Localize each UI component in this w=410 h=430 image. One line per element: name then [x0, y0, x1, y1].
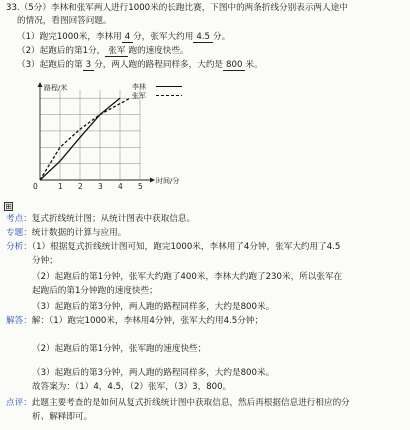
question-item-1: （1）跑完1000米，李林用 4 分，张军大约用 4.5 分。: [17, 32, 231, 42]
y-axis-arrow: [38, 82, 43, 87]
fenxi-line: （3）起跑后的第3分钟，两人跑的路程同样多，大约是800米。: [32, 302, 275, 312]
y-axis-label: 路程/米: [44, 84, 68, 92]
zhuanti-row: 专题：统计数据的计算与应用。: [6, 228, 127, 238]
fenxi-line: 起跑后的第1分钟跑的速度快些；: [32, 286, 158, 296]
x-tick-label: 3: [98, 182, 103, 191]
chart-legend: [132, 82, 182, 100]
answer-blank: 4.5: [193, 32, 213, 43]
answer-blank: 张军: [105, 46, 128, 57]
fenxi-row: 分析：（1）根据复式折线统计图可知，跑完1000米，李林用了4分钟，张军大约用了4.5: [6, 242, 341, 252]
expand-icon[interactable]: ⊞: [5, 202, 12, 211]
zhuanti-label: 专题：: [6, 228, 32, 238]
jieda-label: 解答：: [6, 316, 32, 326]
kaodian-label: 考点：: [6, 214, 32, 224]
x-tick-label: 5: [138, 182, 143, 191]
kaodian-row: 考点：复式折线统计图；从统计图表中获取信息。: [6, 214, 196, 224]
x-tick-label: 1: [58, 182, 63, 191]
fenxi-line: 分钟；: [32, 256, 58, 266]
question-item-3: （3）起跑后的第 3 分，两人跑的路程同样多，大约是 800 米。: [17, 60, 263, 70]
legend-label: 张军: [132, 92, 146, 100]
x-axis-arrow: [150, 178, 155, 183]
answer-blank: 4: [122, 32, 133, 43]
dianping-label: 点评：: [6, 398, 32, 408]
jieda-line: 故答案为：（1）4，4.5，（2）张军，（3）3，800。: [32, 382, 232, 392]
fenxi-label: 分析：: [6, 242, 32, 252]
dianping-row: 点评：此题主要考查的是如何从复式折线统计图中获取信息，然后再根据信息进行相应的分: [6, 398, 350, 408]
question-item-2: （2）起跑后的第1分， 张军 跑的速度快些。: [17, 46, 189, 56]
x-tick-label: 2: [78, 182, 83, 191]
x-tick-label: 4: [118, 182, 123, 191]
legend-label: 李林: [132, 83, 146, 91]
jieda-line: （3）起跑后的第3分钟，两人跑的路程同样多，大约是800米。: [32, 368, 275, 378]
question-line-2: 的情况，看图回答问题。: [17, 16, 112, 26]
x-axis-label: 时间/分: [156, 177, 180, 185]
fenxi-line: （2）起跑后的第1分钟，张军大约跑了400米，李林大约跑了230米，所以张军在: [32, 272, 343, 282]
jieda-line: （2）起跑后的第1分钟，张军跑的速度快些；: [32, 344, 207, 354]
x-tick-label: 0: [33, 182, 38, 191]
question-line-1: 33.（5分）李林和张军两人进行1000米的长跑比赛，下图中的两条折线分别表示两人途中: [6, 3, 348, 13]
jieda-row: 解答：解：（1）跑完1000米，李林用4分钟，张军大约用4.5分钟；: [6, 316, 264, 326]
answer-blank: 3: [83, 60, 94, 71]
dianping-line: 析、解释即可。: [32, 412, 93, 422]
line-chart: [22, 82, 192, 198]
answer-blank: 800: [223, 60, 245, 71]
